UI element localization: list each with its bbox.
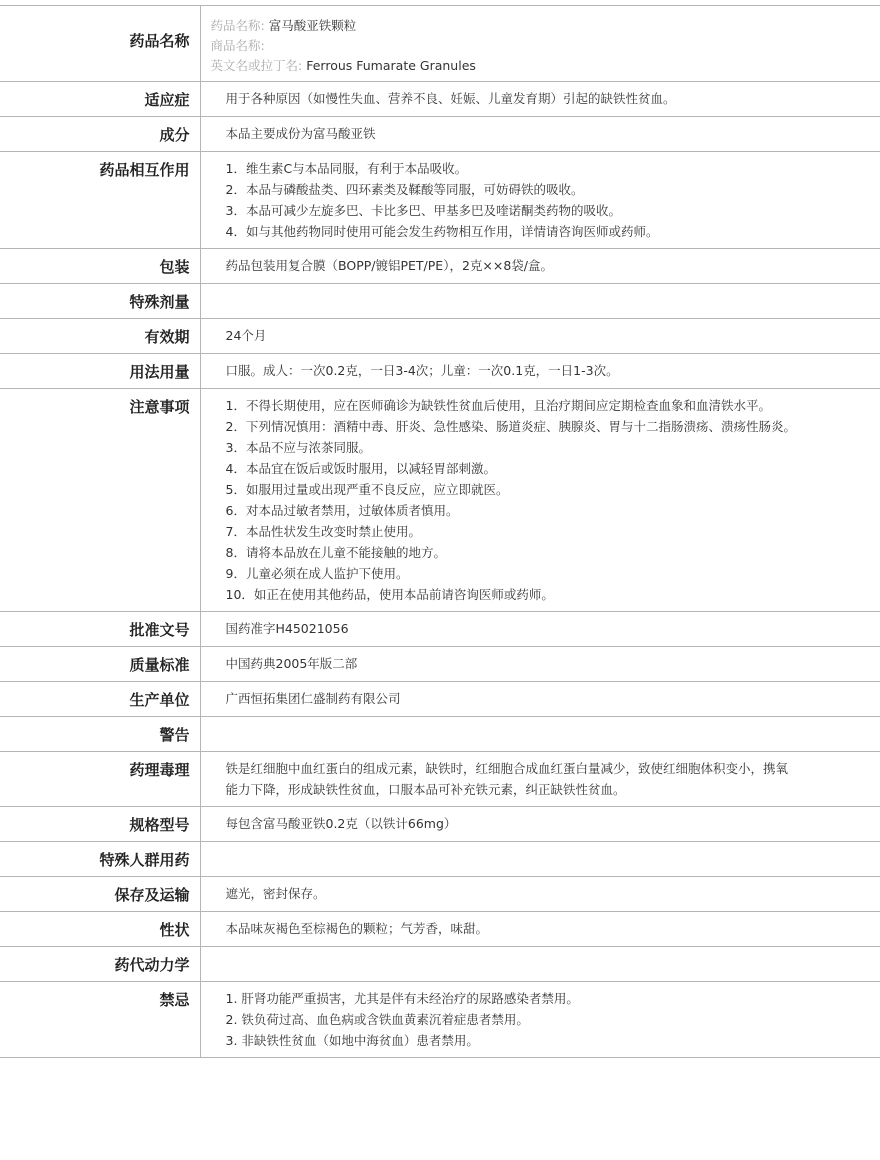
value-line: 2．本品与磷酸盐类、四环素类及鞣酸等同服，可妨碍铁的吸收。 [225,182,584,197]
row-interactions [0,152,880,249]
row-value [200,717,880,752]
row-label: 药品相互作用 [0,152,200,249]
value-line: 1. 肝肾功能严重损害，尤其是伴有未经治疗的尿路感染者禁用。 [225,991,579,1006]
row-precautions [0,389,880,612]
row-specification [0,807,880,842]
row-value [200,682,880,717]
english-name-line [211,56,861,76]
generic-name-line [211,16,861,36]
value-line: 4．如与其他药物同时使用可能会发生药物相互作用，详情请咨询医师或药师。 [225,224,659,239]
row-label: 药理毒理 [0,752,200,807]
value-line: 1．维生素C与本品同服，有利于本品吸收。 [225,161,468,176]
row-composition [0,117,880,152]
row-value [200,842,880,877]
value-line: 3．本品不应与浓茶同服。 [225,440,371,455]
row-label: 适应症 [0,82,200,117]
row-label: 有效期 [0,319,200,354]
row-value [200,947,880,982]
row-label: 用法用量 [0,354,200,389]
row-label: 成分 [0,117,200,152]
value-line: 遮光，密封保存。 [225,886,326,901]
row-pharmacology [0,752,880,807]
row-label: 警告 [0,717,200,752]
row-warning [0,717,880,752]
generic-name-value: 富马酸亚铁颗粒 [268,18,357,33]
row-pharmacokinetics [0,947,880,982]
value-line: 中国药典2005年版二部 [225,656,358,671]
row-label: 特殊人群用药 [0,842,200,877]
row-value [200,752,880,807]
value-line: 24个月 [225,328,267,343]
drug-info-table [0,5,880,1058]
row-indications [0,82,880,117]
drug-info-sheet [0,5,880,1058]
row-label: 药品名称 [0,6,200,82]
row-value [200,117,880,152]
row-value [200,354,880,389]
generic-name-key: 药品名称: [210,18,265,33]
value-line: 国药准字H45021056 [225,621,349,636]
row-label: 质量标准 [0,647,200,682]
value-line: 4．本品宜在饭后或饭时服用，以减轻胃部刺激。 [225,461,496,476]
row-value [200,389,880,612]
row-label: 禁忌 [0,982,200,1058]
value-line: 广西恒拓集团仁盛制药有限公司 [225,691,401,706]
row-standard [0,647,880,682]
value-line: 口服。成人：一次0.2克，一日3-4次；儿童：一次0.1克，一日1-3次。 [225,363,619,378]
value-line: 6．对本品过敏者禁用，过敏体质者慎用。 [225,503,459,518]
trade-name-line [211,36,861,56]
row-label: 规格型号 [0,807,200,842]
value-line: 7．本品性状发生改变时禁止使用。 [225,524,421,539]
row-special-population [0,842,880,877]
row-label: 性状 [0,912,200,947]
value-line: 本品主要成份为富马酸亚铁 [225,126,376,141]
row-value [200,6,880,82]
row-approval [0,612,880,647]
value-line: 3．本品可减少左旋多巴、卡比多巴、甲基多巴及喹诺酮类药物的吸收。 [225,203,621,218]
row-value [200,612,880,647]
row-label: 包装 [0,249,200,284]
row-packaging [0,249,880,284]
row-label: 生产单位 [0,682,200,717]
value-line: 每包含富马酸亚铁0.2克（以铁计66mg） [225,816,457,831]
english-name-key: 英文名或拉丁名: [210,58,303,73]
row-manufacturer [0,682,880,717]
row-label: 注意事项 [0,389,200,612]
value-line: 铁是红细胞中血红蛋白的组成元素，缺铁时，红细胞合成血红蛋白量减少，致使红细胞体积变小，携氧能力下降，形成缺铁性贫血，口服本品可补充铁元素，纠正缺铁性贫血。 [225,761,789,797]
row-label: 特殊剂量 [0,284,200,319]
value-line: 药品包装用复合膜（BOPP/镀铝PET/PE），2克××8袋/盒。 [225,258,554,273]
value-line: 2．下列情况慎用：酒精中毒、肝炎、急性感染、肠道炎症、胰腺炎、胃与十二指肠溃疡、溃疡性肠炎。 [225,419,796,434]
row-validity [0,319,880,354]
value-line: 2. 铁负荷过高、血色病或含铁血黄素沉着症患者禁用。 [225,1012,529,1027]
value-line: 8．请将本品放在儿童不能接触的地方。 [225,545,446,560]
row-value [200,82,880,117]
row-appearance [0,912,880,947]
row-value [200,912,880,947]
row-value [200,647,880,682]
row-value [200,877,880,912]
value-line: 5．如服用过量或出现严重不良反应，应立即就医。 [225,482,509,497]
value-line: 用于各种原因（如慢性失血、营养不良、妊娠、儿童发育期）引起的缺铁性贫血。 [225,91,676,106]
english-name-value: Ferrous Fumarate Granules [306,58,476,73]
row-value [200,982,880,1058]
row-label: 保存及运输 [0,877,200,912]
trade-name-key: 商品名称: [210,38,265,53]
value-line: 3. 非缺铁性贫血（如地中海贫血）患者禁用。 [225,1033,479,1048]
row-special-dosage [0,284,880,319]
value-line: 本品味灰褐色至棕褐色的颗粒；气芳香，味甜。 [225,921,489,936]
row-value [200,152,880,249]
row-value [200,284,880,319]
value-line: 9．儿童必须在成人监护下使用。 [225,566,409,581]
row-value [200,807,880,842]
row-storage [0,877,880,912]
row-usage [0,354,880,389]
row-label: 药代动力学 [0,947,200,982]
value-line: 1．不得长期使用，应在医师确诊为缺铁性贫血后使用，且治疗期间应定期检查血象和血清铁水平。 [225,398,771,413]
row-value [200,319,880,354]
row-value [200,249,880,284]
row-label: 批准文号 [0,612,200,647]
value-line: 10．如正在使用其他药品，使用本品前请咨询医师或药师。 [225,587,554,602]
row-contraindications [0,982,880,1058]
row-drug-names [0,6,880,82]
